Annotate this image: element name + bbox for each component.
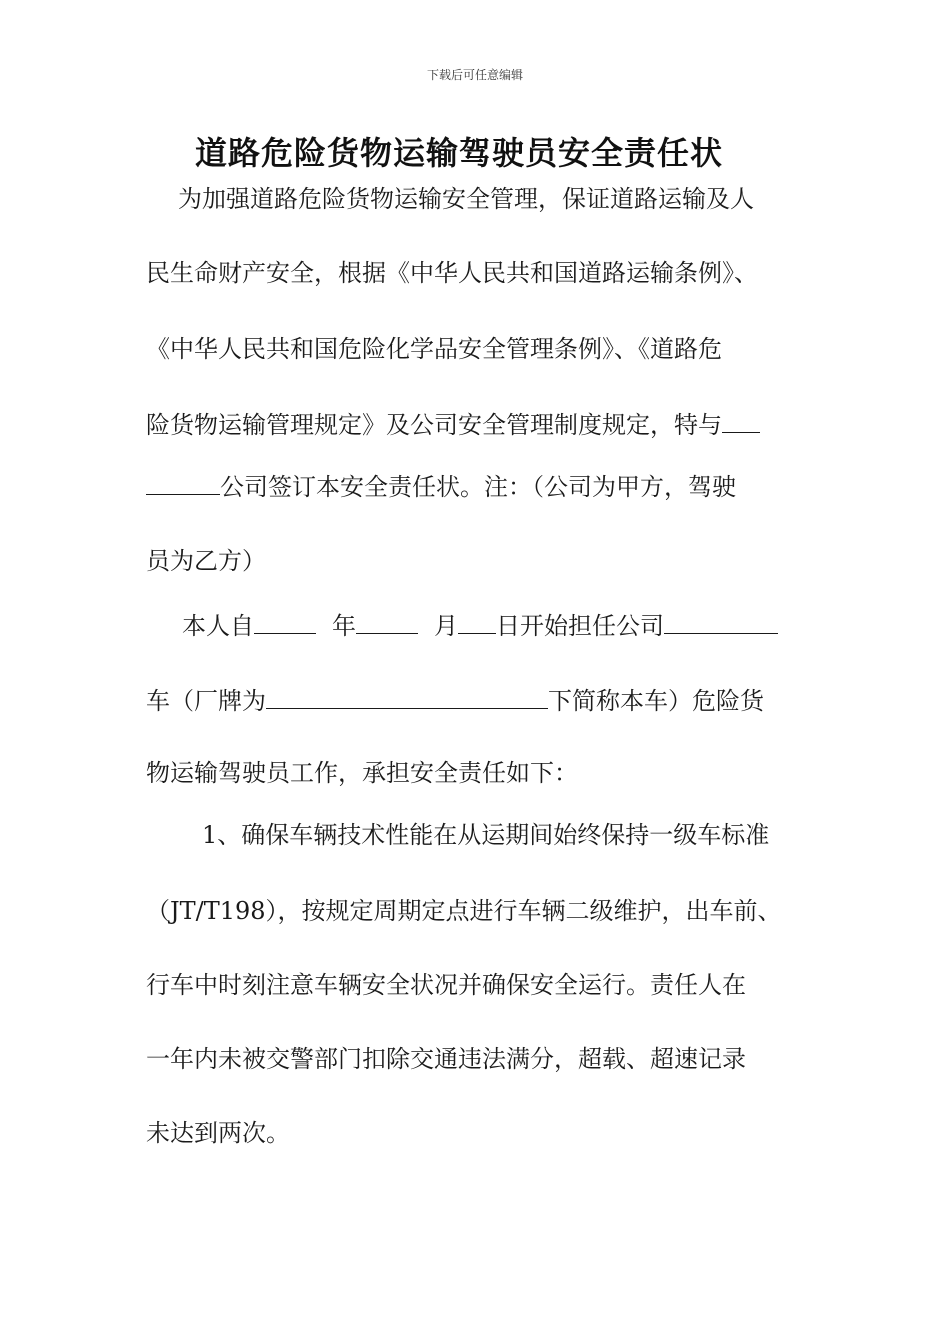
download-note: 下载后可任意编辑: [426, 68, 523, 82]
item1-line-5: 未达到两次。: [146, 1119, 290, 1147]
intro-line-5-text: 公司签订本安全责任状。注：（公司为甲方，驾驶: [220, 473, 736, 501]
car-prefix: 车（厂牌为: [146, 687, 266, 715]
brand-blank: [266, 684, 548, 709]
intro-line-5: [146, 470, 736, 502]
month-label: 月: [434, 612, 458, 640]
intro-line-4-text: 险货物运输管理规定》及公司安全管理制度规定，特与: [146, 411, 722, 439]
item1-line-3: 行车中时刻注意车辆安全状况并确保安全运行。责任人在: [146, 971, 746, 999]
item1-line-1: 1、确保车辆技术性能在从运期间始终保持一级车标准: [202, 821, 770, 849]
statement-line-1: [182, 609, 778, 641]
day-text: 日开始担任公司: [496, 612, 664, 640]
item1-line-4: 一年内未被交警部门扣除交通违法满分，超载、超速记录: [146, 1045, 746, 1073]
document-title: 道路危险货物运输驾驶员安全责任状: [194, 134, 723, 172]
statement-prefix: 本人自: [182, 612, 254, 640]
company-blank-2: [146, 470, 220, 495]
statement-line-3: 物运输驾驶员工作，承担安全责任如下：: [146, 759, 578, 787]
intro-line-3: 《中华人民共和国危险化学品安全管理条例》、《道路危: [146, 335, 722, 363]
item1-line-2: （JT/T198），按规定周期定点进行车辆二级维护，出车前、: [146, 897, 782, 925]
company-name-blank: [664, 609, 778, 634]
car-suffix: 下简称本车）危险货: [548, 687, 764, 715]
intro-line-1: 为加强道路危险货物运输安全管理，保证道路运输及人: [178, 185, 754, 213]
month-blank: [356, 609, 418, 634]
company-blank-1: [722, 408, 760, 433]
statement-line-2: [146, 684, 764, 716]
intro-line-2: 民生命财产安全，根据《中华人民共和国道路运输条例》、: [146, 259, 758, 287]
year-blank: [254, 609, 316, 634]
intro-line-6: 员为乙方）: [146, 547, 266, 575]
intro-line-4: [146, 408, 760, 440]
day-blank: [458, 609, 496, 634]
year-label: 年: [332, 612, 356, 640]
